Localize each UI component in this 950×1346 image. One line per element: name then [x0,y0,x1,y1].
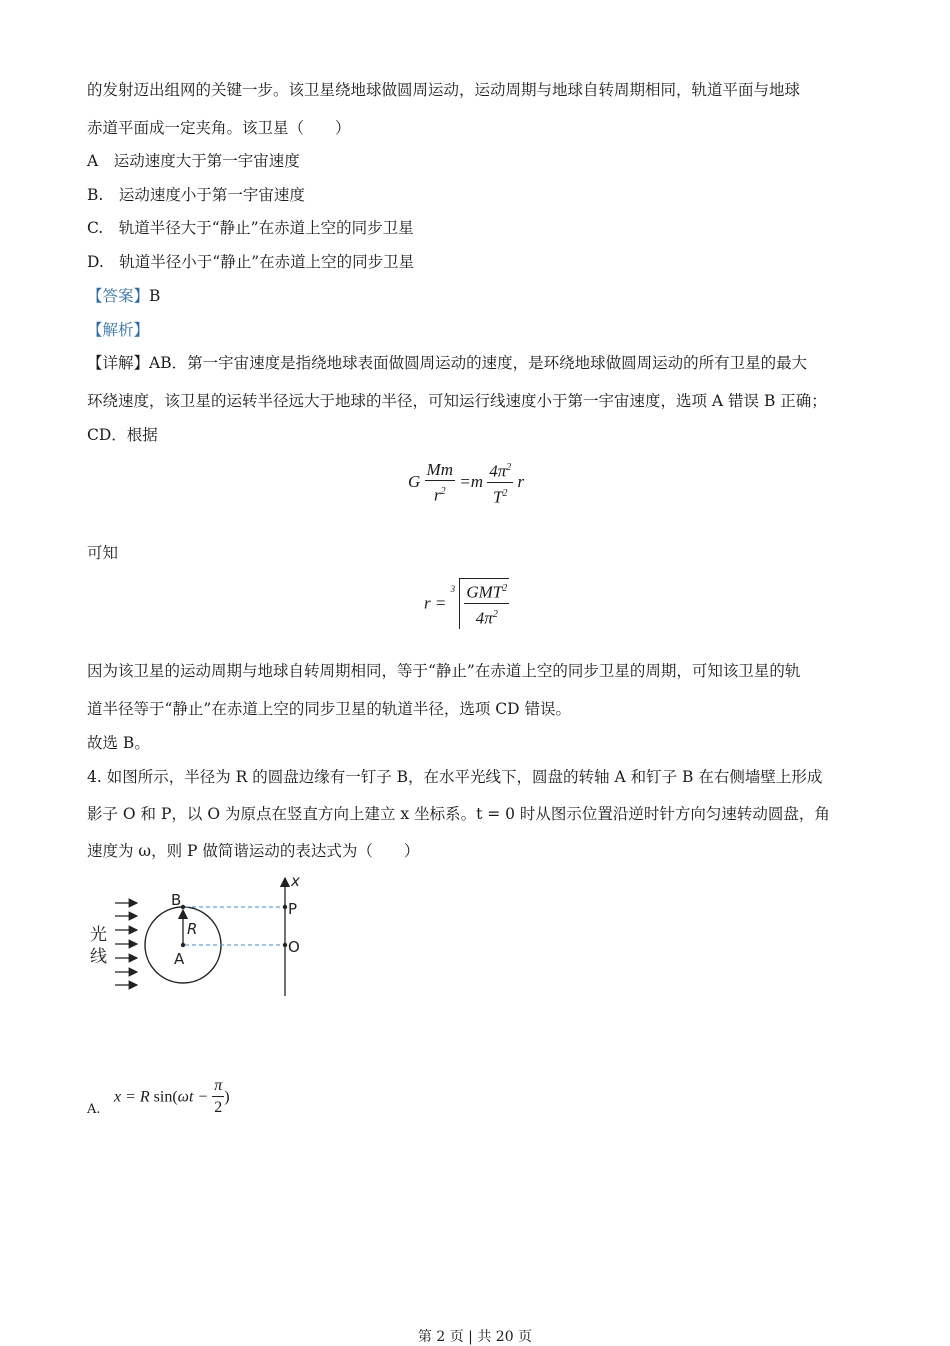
axis-dot [181,943,185,947]
shadow-p-dot [283,905,287,909]
answer-line [87,286,160,306]
detail-tag: 【详解】 [87,354,150,372]
light-arrows [115,903,137,985]
detail-line-1 [87,353,807,373]
gravitation-formula: G $\frac{Mm}{r^2}$ =m $\frac{4\pi^2}{T^2}$ r [408,459,525,507]
q4-line-2: 影子 O 和 P，以 O 为原点在竖直方向上建立 x 坐标系。t = 0 时从图示位置沿逆时针方向匀速转动圆盘，角 [87,805,830,823]
detail-text-1: AB．第一宇宙速度是指绕地球表面做圆周运动的速度，是环绕地球做圆周运动的所有卫星的最大 [149,354,808,372]
page-footer: 第 2 页 | 共 20 页 [417,1329,533,1345]
shadow-o-dot [283,943,287,947]
because-line-1: 因为该卫星的运动周期与地球自转周期相同，等于“静止”在赤道上空的同步卫星的周期，可知该卫星的轨 [87,662,801,680]
paragraph-line-1: 的发射迈出组网的关键一步。该卫星绕地球做圆周运动，运动周期与地球自转周期相同，轨道平面与地球 [87,81,801,99]
point-a-label: A [174,950,185,968]
q4-line-1: 4. 如图所示，半径为 R 的圆盘边缘有一钉子 B，在水平光线下，圆盘的转轴 A 和钉子 B 在右侧墙壁上形成 [87,768,823,786]
know-text: 可知 [87,544,119,562]
q4-line-3: 速度为 ω，则 P 做简谐运动的表达式为（ ） [87,842,420,860]
detail-line-2: 环绕速度，该卫星的运转半径远大于地球的半径，可知运行线速度小于第一宇宙速度，选项 A 错误 B 正确； [87,392,827,410]
paragraph-line-2: 赤道平面成一定夹角。该卫星（ ） [87,119,351,137]
radius-label: R [187,920,198,938]
axis-label: x [291,872,300,890]
light-label-2: 线 [90,947,107,967]
point-b-label: B [171,891,182,909]
q4-option-a-label: A. [87,1102,101,1117]
disk-shadow-figure [85,868,325,1003]
detail-line-3: CD．根据 [87,426,158,444]
light-label-1: 光 [90,925,107,945]
because-line-2: 道半径等于“静止”在赤道上空的同步卫星的轨道半径，选项 CD 错误。 [87,700,571,718]
answer-value: B [149,287,161,305]
option-c: C. 轨道半径大于“静止”在赤道上空的同步卫星 [87,219,414,237]
point-p-label: P [288,900,298,918]
analysis-tag: 【解析】 [87,321,150,339]
radius-formula: r = $^3$ $\frac{GMT^2}{4\pi^2}$ [424,578,509,629]
option-b: B. 运动速度小于第一宇宙速度 [87,186,305,204]
point-o-label: O [288,938,300,956]
option-a: A 运动速度大于第一宇宙速度 [87,152,300,170]
nail-dot [181,905,185,909]
choose-line: 故选 B。 [87,734,150,752]
q4-option-a-formula: x = R sin(ωt − $\frac{\pi}{2}$ ) [114,1077,230,1116]
answer-tag: 【答案】 [87,287,150,305]
option-d: D. 轨道半径小于“静止”在赤道上空的同步卫星 [87,253,415,271]
